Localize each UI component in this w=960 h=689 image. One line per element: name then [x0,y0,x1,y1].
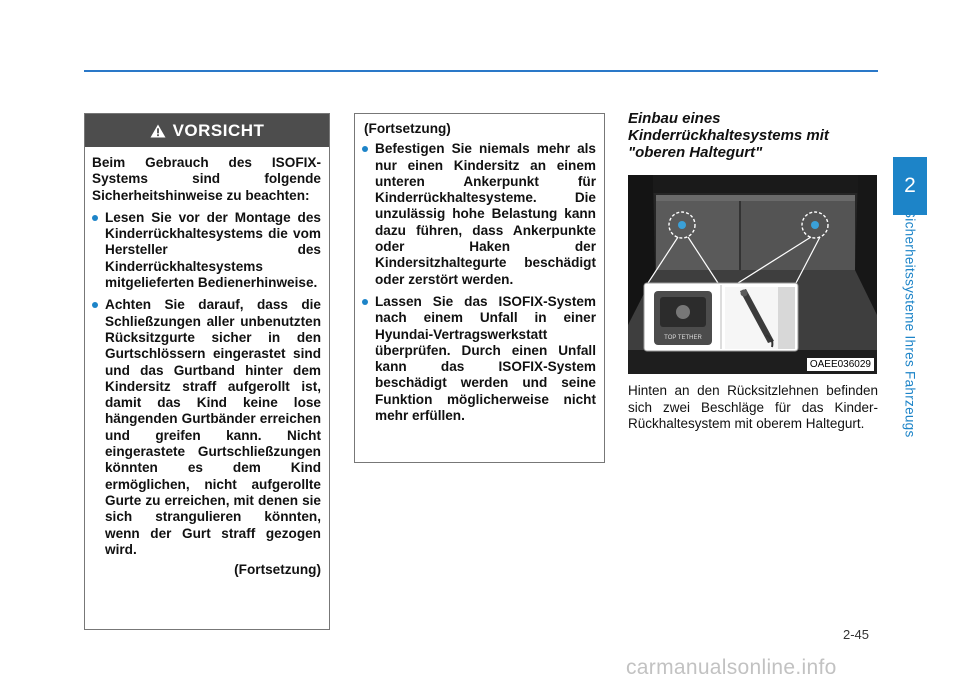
cargo-area-illustration [628,175,877,374]
cargo-area-figure [628,175,877,374]
caution-body [85,147,329,578]
list-item [92,297,321,558]
caution-list [92,210,321,558]
list-item [362,141,596,288]
chapter-number: 2 [904,174,916,197]
page-number: 2-45 [843,627,870,642]
chapter-title: Sicherheitssysteme Ihres Fahrzeugs [902,208,918,438]
figure-code: OAEE036029 [807,358,874,371]
top-rule [84,70,878,72]
caution-intro: Beim Gebrauch des ISOFIX-Systems sind folgende Sicherheitshinweise zu beachten: [92,155,321,203]
chapter-title-tab [893,208,927,438]
list-item-text: Lassen Sie das ISOFIX-System nach einem Unfall in einer Hyundai-Vertragswerkstatt überprüfen. Durch einen Unfall kann das ISOFIX-System beschädigt werden und seine Funktion möglicherweise nicht mehr erfüllen. [375,293,596,424]
caution-box [84,113,330,630]
continued-label: (Fortsetzung) [234,562,321,578]
bullet-icon [92,302,98,308]
bullet-icon [362,299,368,305]
continued-label: (Fortsetzung) [364,121,451,136]
list-item-text: Befestigen Sie niemals mehr als nur einen Kindersitz an einem unteren Ankerpunkt für Kinderrückhaltesysteme. Die unzulässig hohe Belastung kann dazu führen, dass Ankerpunkte oder Haken der Kindersitzhaltegurte beschädigt oder zerstört werden. [375,141,596,287]
section-body: Hinten an den Rücksitzlehnen befinden sich zwei Beschläge für das Kinder-Rückhaltesystem mit oberem Haltegurt. [628,383,878,431]
caution-label: VORSICHT [172,120,265,140]
list-item-text: Achten Sie darauf, dass die Schließzungen aller unbenutzten Rücksitzgurte sicher in den Gurtschlössern eingerastet sind und das Gurtband hinter dem Kindersitz straff aufgerollt ist, damit das Kind keine lose hängenden Gurtbänder erreichen und greifen kann. Nicht eingerastete Gurtschließzungen könnten es dem Kind ermöglichen, nicht aufgerollte Gurte zu erreichen, mit denen sie sich strangulieren könnten, wenn der Gurt straff gezogen wird. [105,297,321,557]
list-item [92,210,321,291]
section-heading: Einbau eines Kinderrückhaltesystems mit "oberen Haltegurt" [628,110,829,161]
bullet-icon [362,146,368,152]
caution-continued-list [362,141,596,424]
warning-triangle-icon [150,124,166,138]
list-item [362,294,596,424]
caution-continued-body [355,114,604,424]
list-item-text: Lesen Sie vor der Montage des Kinderrückhaltesystems die vom Hersteller des Kinderrückhaltesystems mitgelieferten Bedienerhinweise. [105,209,321,291]
bullet-icon [92,215,98,221]
caution-continued-box [354,113,605,463]
inset-label: TOP TETHER [664,335,702,341]
caution-header [85,114,329,147]
chapter-number-tab [893,157,927,215]
watermark-link[interactable]: carmanualsonline.info [626,656,837,679]
